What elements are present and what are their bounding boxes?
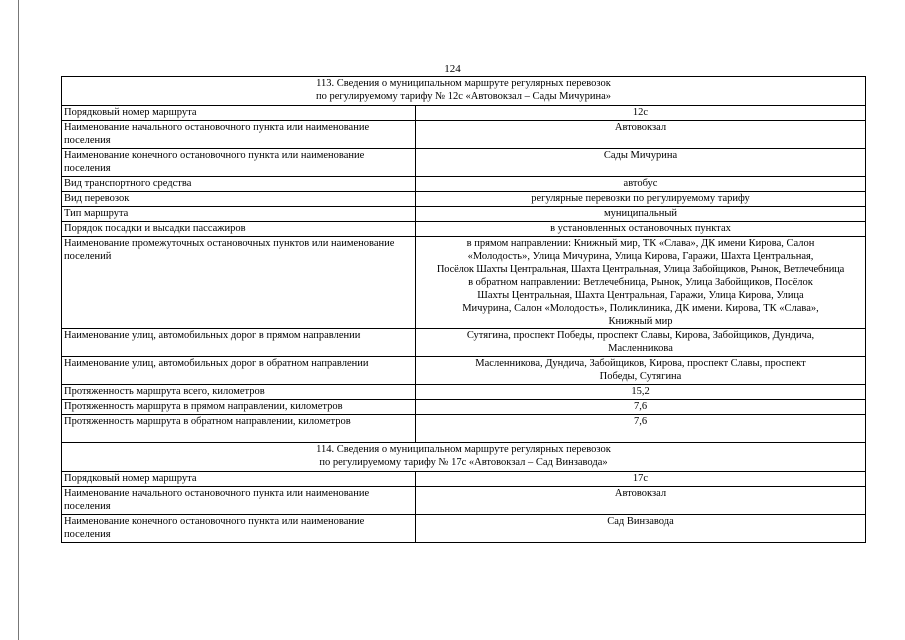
- row-label: Наименование начального остановочного пункта или наименование поселения: [62, 487, 416, 515]
- row-label: Вид транспортного средства: [62, 177, 416, 192]
- value-line: Масленникова, Дундича, Забойщиков, Кирова, проспект Славы, проспект: [475, 358, 806, 369]
- table-row: [62, 192, 866, 207]
- table-row: [62, 515, 866, 543]
- table-row: [62, 177, 866, 192]
- section-113-title: [62, 77, 866, 106]
- table-row: [62, 472, 866, 487]
- row-label: Порядковый номер маршрута: [62, 106, 416, 121]
- row-label: [62, 121, 416, 149]
- value-line: Масленникова: [608, 343, 673, 354]
- row-label: Вид перевозок: [62, 192, 416, 207]
- row-value: Автовокзал: [416, 487, 866, 515]
- table-row: [62, 106, 866, 121]
- row-value: 12с: [416, 106, 866, 121]
- row-label: Порядковый номер маршрута: [62, 472, 416, 487]
- value-line: в прямом направлении: Книжный мир, ТК «Слава», ДК имени Кирова, Салон: [466, 238, 815, 249]
- table-row: [62, 487, 866, 515]
- row-value: 7,6: [416, 415, 866, 443]
- row-label: [62, 149, 416, 177]
- table-row: [62, 357, 866, 385]
- value-line: Шахты Центральная, Шахта Центральная, Гаражи, Улица Кирова, Улица: [477, 290, 804, 301]
- row-label: Наименование улиц, автомобильных дорог в прямом направлении: [62, 329, 416, 357]
- row-label: Протяженность маршрута в прямом направлении, километров: [62, 400, 416, 415]
- section-114-title-line1: 114. Сведения о муниципальном маршруте регулярных перевозок: [316, 444, 611, 455]
- table-row: [62, 121, 866, 149]
- row-value: [416, 357, 866, 385]
- section-114-title-line2: по регулируемому тарифу № 17с «Автовокзал – Сад Винзавода»: [319, 457, 608, 468]
- section-113-title-line1: 113. Сведения о муниципальном маршруте регулярных перевозок: [316, 78, 611, 89]
- table-row: [62, 415, 866, 443]
- row-label-text: Наименование конечного остановочного пункта или наименование поселения: [64, 150, 365, 174]
- value-line: Мичурина, Салон «Молодость», Поликлиника, ДК имени. Кирова, ТК «Слава»,: [462, 303, 819, 314]
- table-row: [62, 237, 866, 329]
- row-value: [416, 237, 866, 329]
- row-value: в установленных остановочных пунктах: [416, 222, 866, 237]
- value-line: Книжный мир: [608, 316, 673, 327]
- row-value: 7,6: [416, 400, 866, 415]
- value-line: «Молодость», Улица Мичурина, Улица Кирова, Гаражи, Шахта Центральная,: [467, 251, 814, 262]
- section-113-title-line2: по регулируемому тарифу № 12с «Автовокзал – Сады Мичурина»: [315, 91, 612, 102]
- route-info-table: [61, 76, 866, 543]
- page-number: 124: [444, 63, 461, 75]
- row-value: 15,2: [416, 385, 866, 400]
- row-value: автобус: [416, 177, 866, 192]
- table-row: [62, 222, 866, 237]
- table-row: [62, 385, 866, 400]
- value-line: в обратном направлении: Ветлечебница, Рынок, Улица Забойщиков, Посёлок: [468, 277, 813, 288]
- page-left-edge-rule: [18, 0, 19, 640]
- section-113-header-row: [62, 77, 866, 106]
- table-row: [62, 329, 866, 357]
- value-line: Победы, Сутягина: [599, 371, 682, 382]
- row-label: Тип маршрута: [62, 207, 416, 222]
- row-value: муниципальный: [416, 207, 866, 222]
- row-label: Протяженность маршрута всего, километров: [62, 385, 416, 400]
- table-row: [62, 400, 866, 415]
- row-label: Наименование улиц, автомобильных дорог в обратном направлении: [62, 357, 416, 385]
- row-label: Протяженность маршрута в обратном направлении, километров: [62, 415, 416, 443]
- table-row: [62, 207, 866, 222]
- row-label: Порядок посадки и высадки пассажиров: [62, 222, 416, 237]
- row-value: 17с: [416, 472, 866, 487]
- row-value: регулярные перевозки по регулируемому тарифу: [416, 192, 866, 207]
- row-label: Наименование конечного остановочного пункта или наименование поселения: [62, 515, 416, 543]
- row-label-text: Наименование начального остановочного пункта или наименование поселения: [64, 122, 370, 146]
- row-value: Автовокзал: [416, 121, 866, 149]
- row-label: Наименование промежуточных остановочных пунктов или наименование поселений: [62, 237, 416, 329]
- row-value: Сады Мичурина: [416, 149, 866, 177]
- row-value: [416, 329, 866, 357]
- row-value: Сад Винзавода: [416, 515, 866, 543]
- section-114-title: [62, 443, 866, 472]
- table-row: [62, 149, 866, 177]
- section-114-header-row: [62, 443, 866, 472]
- value-line: Сутягина, проспект Победы, проспект Славы, Кирова, Забойщиков, Дундича,: [466, 330, 815, 341]
- value-line: Посёлок Шахты Центральная, Шахта Центральная, Улица Забойщиков, Рынок, Ветлечебница: [436, 264, 845, 275]
